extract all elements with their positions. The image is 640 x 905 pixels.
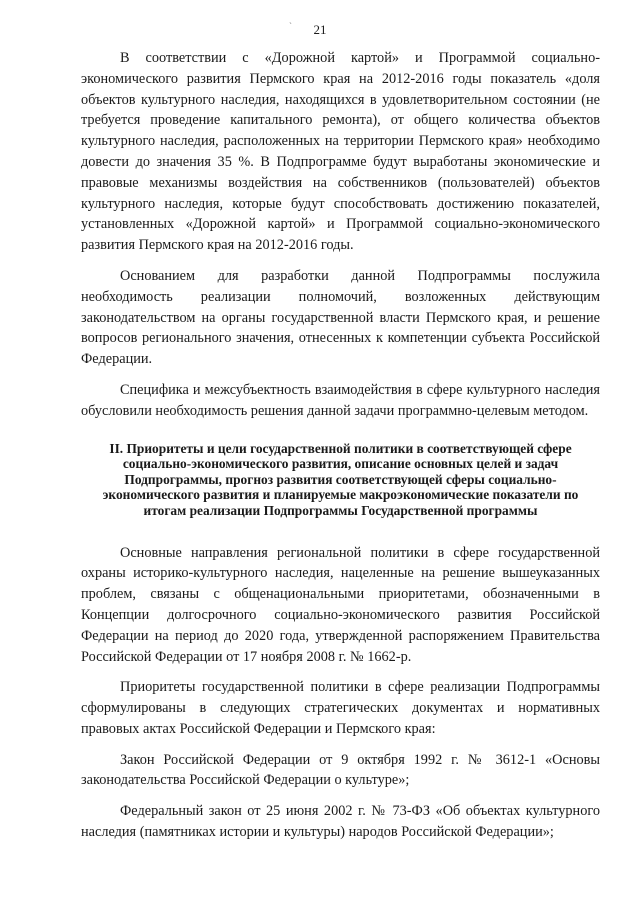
stray-mark: ` [289,21,292,31]
paragraph-law-heritage: Федеральный закон от 25 июня 2002 г. № 73-ФЗ «Об объектах культурного наследия (памятниках истории и культуры) народов Российской Федерации»; [81,803,600,841]
paragraph-specifics: Специфика и межсубъектность взаимодействия в сфере культурного наследия обусловили необходимость решения данной задачи программно-целевым методом. [81,381,600,419]
paragraph-law-culture: Закон Российской Федерации от 9 октября 1992 г. № 3612-1 «Основы законодательства Российской Федерации о культуре»; [81,751,600,789]
paragraph-regional-policy: Основные направления региональной политики в сфере государственной охраны историко-культурного наследия, нацеленные на решение вышеуказанных проблем, связаны с общенациональными приоритетами, обозначенными в Концепции долгосрочного социально-экономического развития Российской Федерации на период до 2020 года, утвержденной распоряжением Правительства Российской Федерации от 17 ноября 2008 г. № 1662-р. [81,544,600,665]
paragraph-roadmap-indicator: В соответствии с «Дорожной картой» и Программой социально-экономического развития Пермского края на 2012-2016 годы показатель «доля объектов культурного наследия, находящихся в удовлетворительном состоянии (не требуется проведение капитального ремонта), от общего количества объектов культурного наследия, расположенных на территории Пермского края» необходимо довести до значения 35 %. В Подпрограмме будут выработаны экономические и правовые механизмы воздействия на собственников (пользователей) объектов культурного наследия, которые будут способствовать достижению показателей, установленных «Дорожной картой» и Программой социально-экономического развития Пермского края на 2012-2016 годы. [81,50,600,254]
document-body [81,48,600,843]
section-heading: II. Приоритеты и цели государственной политики в соответствующей сфере социально-экономического развития, описание основных целей и задач Подпрограммы, прогноз развития соответствующей сферы социально-экономического развития и планируемые макроэкономические показатели по итогам реализации Подпрограммы Государственной программы [102,440,579,518]
paragraph-basis: Основанием для разработки данной Подпрограммы послужила необходимость реализации полномочий, возложенных действующим законодательством на органы государственной власти Пермского края, и решение вопросов регионального значения, отнесенных к компетенции субъекта Российской Федерации. [81,267,600,368]
paragraph-priorities: Приоритеты государственной политики в сфере реализации Подпрограммы сформулированы в следующих стратегических документах и нормативных правовых актах Российской Федерации и Пермского края: [81,679,600,737]
page-number: 21 [313,22,327,37]
